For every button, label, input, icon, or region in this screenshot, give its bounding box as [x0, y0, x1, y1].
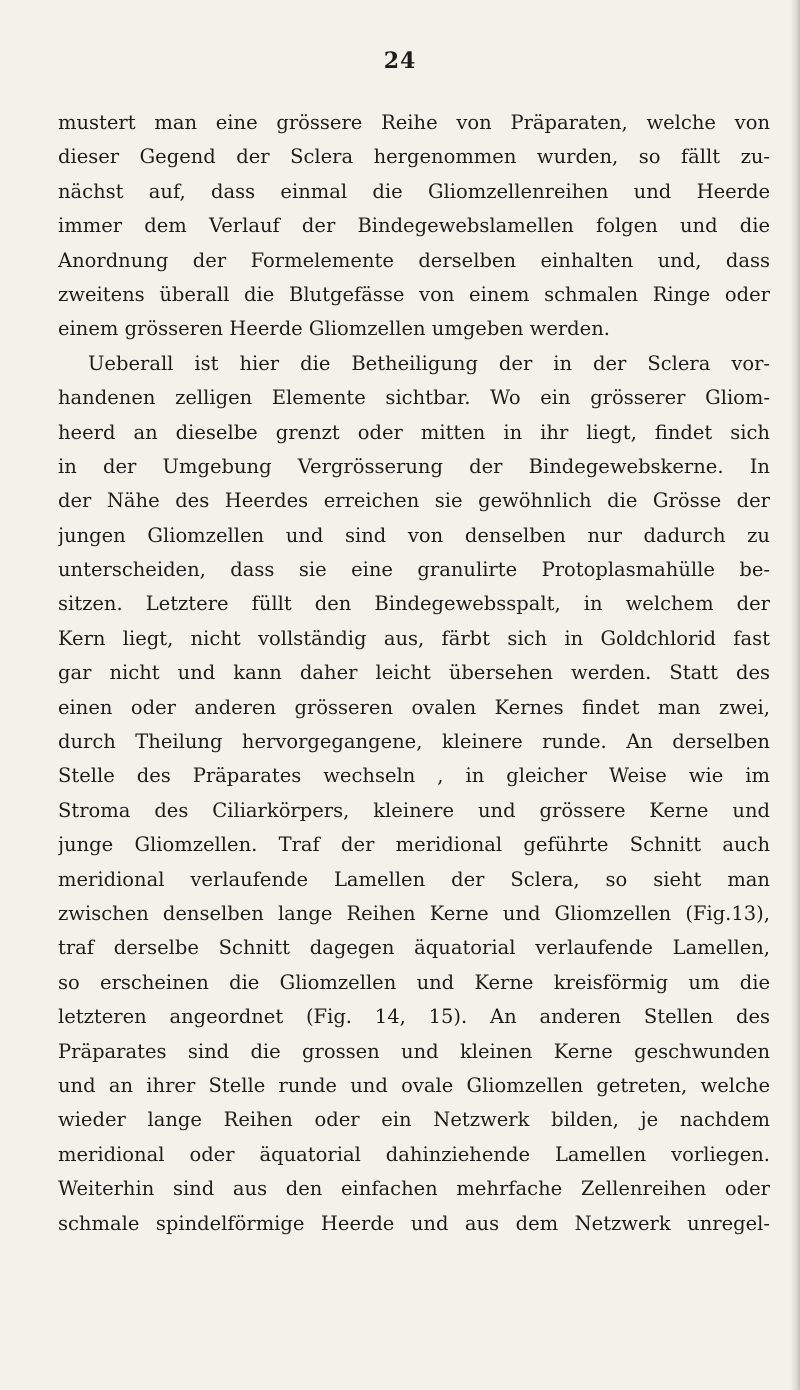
text-line: in der Umgebung Vergrösserung der Bindegewebskerne. In: [58, 454, 770, 478]
text-line: schmale spindelförmige Heerde und aus dem Netzwerk unregel-: [58, 1211, 770, 1235]
text-line: der Nähe des Heerdes erreichen sie gewöhnlich die Grösse der: [58, 489, 770, 513]
text-line: unterscheiden, dass sie eine granulirte Protoplasmahülle be-: [58, 558, 770, 582]
text-line: einem grösseren Heerde Gliomzellen umgeben werden.: [58, 317, 610, 341]
text-line: heerd an dieselbe grenzt oder mitten in ihr liegt, findet sich: [58, 420, 770, 444]
text-line: junge Gliomzellen. Traf der meridional geführte Schnitt auch: [58, 833, 770, 857]
text-line: Ueberall ist hier die Betheiligung der in der Sclera vor-: [88, 351, 770, 375]
text-line: Kern liegt, nicht vollständig aus, färbt sich in Goldchlorid fast: [58, 626, 770, 650]
text-line: dieser Gegend der Sclera hergenommen wurden, so fällt zu-: [58, 145, 770, 169]
text-line: handenen zelligen Elemente sichtbar. Wo ein grösserer Gliom-: [58, 386, 770, 410]
text-line: nächst auf, dass einmal die Gliomzellenreihen und Heerde: [58, 179, 770, 203]
text-line: Präparates sind die grossen und kleinen Kerne geschwunden: [58, 1039, 770, 1063]
text-line: gar nicht und kann daher leicht übersehen werden. Statt des: [58, 661, 770, 685]
text-line: meridional oder äquatorial dahinziehende Lamellen vorliegen.: [58, 1142, 770, 1166]
text-line: meridional verlaufende Lamellen der Sclera, so sieht man: [58, 867, 770, 891]
text-line: zwischen denselben lange Reihen Kerne und Gliomzellen (Fig.13),: [58, 901, 770, 925]
text-line: wieder lange Reihen oder ein Netzwerk bilden, je nachdem: [58, 1108, 770, 1132]
text-line: Stroma des Ciliarkörpers, kleinere und grössere Kerne und: [58, 798, 770, 822]
text-line: so erscheinen die Gliomzellen und Kerne kreisförmig um die: [58, 970, 770, 994]
page-number: 24: [383, 48, 417, 74]
text-line: jungen Gliomzellen und sind von denselben nur dadurch zu: [58, 523, 770, 547]
text-line: Stelle des Präparates wechseln , in gleicher Weise wie im: [58, 764, 770, 788]
text-line: und an ihrer Stelle runde und ovale Gliomzellen getreten, welche: [58, 1073, 770, 1097]
text-line: zweitens überall die Blutgefässe von einem schmalen Ringe oder: [58, 282, 770, 306]
text-line: Anordnung der Formelemente derselben einhalten und, dass: [58, 248, 770, 272]
text-line: traf derselbe Schnitt dagegen äquatorial verlaufende Lamellen,: [58, 936, 770, 960]
text-line: immer dem Verlauf der Bindegewebslamellen folgen und die: [58, 214, 770, 238]
text-line: Weiterhin sind aus den einfachen mehrfache Zellenreihen oder: [58, 1177, 770, 1201]
text-line: letzteren angeordnet (Fig. 14, 15). An anderen Stellen des: [58, 1005, 770, 1029]
text-line: durch Theilung hervorgegangene, kleinere runde. An derselben: [58, 730, 770, 754]
body-text: [58, 106, 770, 1241]
text-line: mustert man eine grössere Reihe von Präparaten, welche von: [58, 111, 770, 134]
text-line: einen oder anderen grösseren ovalen Kernes findet man zwei,: [58, 695, 770, 719]
text-line: sitzen. Letztere füllt den Bindegewebsspalt, in welchem der: [58, 592, 770, 616]
page-edge-shadow: [790, 0, 800, 1390]
